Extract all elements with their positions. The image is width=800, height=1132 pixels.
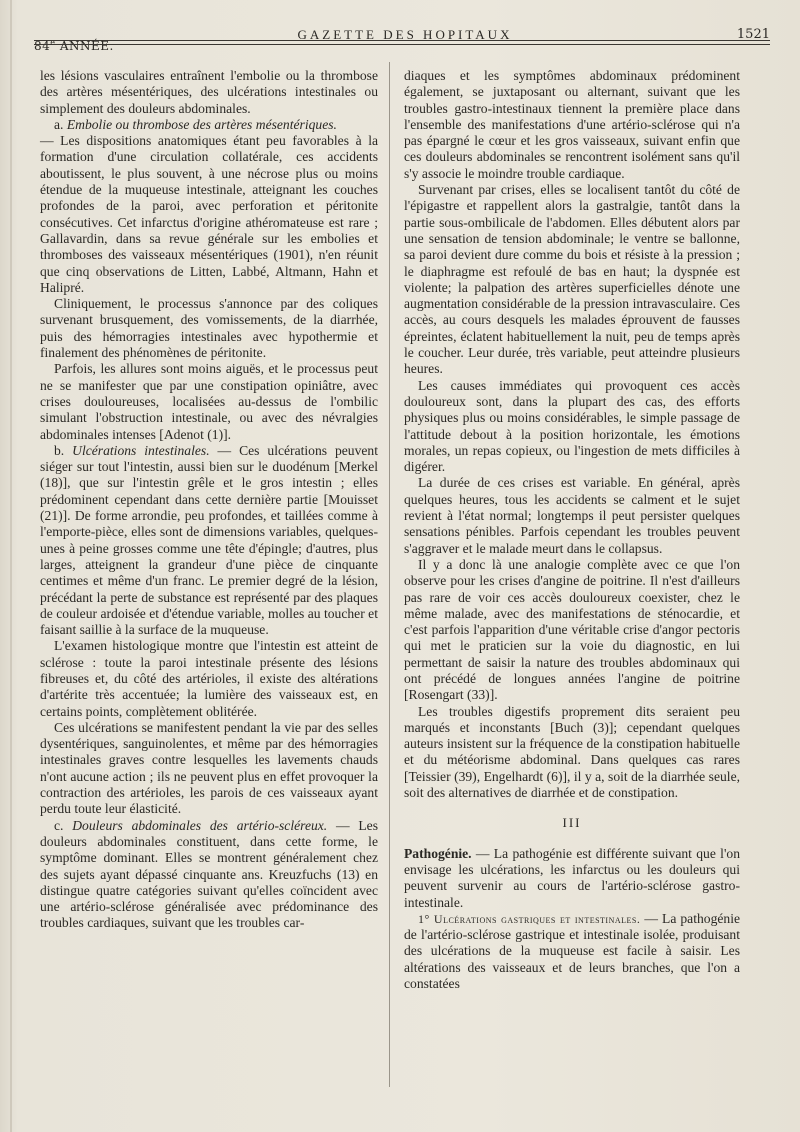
paragraph-pathogenie xyxy=(404,846,740,911)
column-divider xyxy=(389,62,390,1087)
section-body: — La pathogénie de l'artério-sclérose gastrique et intestinale isolée, produisant des ulcérations de la muqueuse est facile à saisir. Les altérations des vaisseaux et de leurs branches, que l'on a constatées xyxy=(404,910,741,992)
paragraph-embolie xyxy=(40,117,378,133)
paragraph: Parfois, les allures sont moins aiguës, et le processus peut ne se manifester que par une constipation opiniâtre, avec crises douloureuses, localisées au-dessus de l'ombilic simulant l'obstruction intestinale, ou avec des névralgies abdominales intenses [Adenot (1)]. xyxy=(40,361,378,442)
paragraph: diaques et les symptômes abdominaux prédominent également, se juxtaposant ou alternant, suivant que les troubles gastro-intestinaux tiennent la première place dans l'ensemble des manifestations d'une artério-sclérose qui n'a pas épargné le cœur et les gros vaisseaux, suivant enfin que ces douleurs abdominales se rencontrent isolément sans qu'il s'y associe le moindre trouble cardiaque. xyxy=(404,68,740,181)
paragraph-ulcerations-gastriques xyxy=(404,911,740,992)
section-heading: III xyxy=(562,815,582,831)
paragraph: Il y a donc là une analogie complète avec ce que l'on observe pour les crises d'angine de poitrine. Il n'est d'ailleurs pas rare de voir ces accès douloureux coexister, chez le même malade, avec des manifestations de sténocardie, et c'est parfois l'apparition d'une véritable crise d'angor pectoris qui met le praticien sur la voie du diagnostic, en lui permettant de saisir la nature des troubles abdominaux qui ont précédé de longues années l'angine de poitrine [Rosengart (33)]. xyxy=(404,556,740,703)
section-title: Douleurs abdominales des artério-scléreux. xyxy=(72,817,328,833)
paragraph: La durée de ces crises est variable. En général, après quelques heures, tous les accidents se calment et le sujet revient à l'état normal; longtemps il peut persister quelques sensations pénibles. Parfois cependant les troubles peuvent s'aggraver et le malade meurt dans le collapsus. xyxy=(404,475,740,556)
year-number: 84 xyxy=(34,39,51,53)
left-column xyxy=(40,68,378,932)
paragraph: Les causes immédiates qui provoquent ces accès douloureux sont, dans la plupart des cas, des efforts physiques plus ou moins considérables, le simple passage de l'attitude debout à la position horizontale, les émotions morales, un repas copieux, ou l'ingestion de mets difficiles à digérer. xyxy=(404,377,740,475)
paragraph: — Les dispositions anatomiques étant peu favorables à la formation d'une circulation collatérale, ces accidents aboutissent, le plus souvent, à une nécrose plus ou moins étendue de la muqueuse intestinale, atteignant les couches profondes de la paroi, avec perforation et péritonite consécutives. Cet infarctus d'origine athéromateuse est rare ; Gallavardin, dans sa revue générale sur les embolies et thromboses des vaisseaux mésentériques (1901), n'en réunit que cinq observations de Litten, Labbé, Altmann, Hahn et Halipré. xyxy=(40,133,378,295)
section-title: 1° Ulcérations gastriques et intestinales. xyxy=(418,911,641,926)
section-label: b. xyxy=(54,442,73,458)
journal-title: GAZETTE DES HOPITAUX xyxy=(297,27,513,42)
right-column xyxy=(404,68,740,992)
page-number: 1521 xyxy=(736,27,770,42)
paragraph: Les troubles digestifs proprement dits seraient peu marqués et inconstants [Buch (3)]; cependant quelques auteurs insistent sur la fréquence de la constipation habituelle et du météorisme abdominal. Dans quelques cas rares [Teissier (39), Engelhardt (6)], il y a, soit de la diarrhée seule, soit des alternatives de diarrhée et de constipation. xyxy=(404,703,740,801)
year-word: ANNÉE. xyxy=(55,39,114,53)
paragraph: les lésions vasculaires entraînent l'embolie ou la thrombose des artères mésentériques, des ulcérations intestinales ou simplement des douleurs abdominales. xyxy=(40,68,378,116)
section-label: a. xyxy=(54,116,67,132)
paragraph: Ces ulcérations se manifestent pendant la vie par des selles dysentériques, sanguinolentes, et même par des hémorragies intestinales graves contre lesquelles les lavements chauds n'ont aucune action ; ils ne peuvent plus en effet provoquer la contraction des artérioles, les parois de ces vaisseaux ayant perdu toute leur élasticité. xyxy=(40,719,378,817)
year-suffix: e xyxy=(50,38,56,47)
section-title: Ulcérations intestinales. xyxy=(72,442,210,458)
header-rule-thick xyxy=(34,40,770,41)
section-body: — La pathogénie est différente suivant que l'on envisage les ulcérations, les infarctus ou les douleurs qui peuvent survenir au cours de l'artério-sclérose gastro-intestinale. xyxy=(404,845,740,910)
paragraph-ulcerations xyxy=(40,443,378,639)
page-header xyxy=(28,20,782,53)
margin-shadow xyxy=(10,0,12,1132)
section-body: — Ces ulcérations peuvent siéger sur tout l'intestin, aussi bien sur le duodénum [Merkel (18)], que sur l'intestin grêle et le gros intestin ; elles prédominent cependant dans cette dernière partie [Mouisset (21)]. De forme arrondie, peu profondes, et taillées comme à l'emporte-pièce, elles sont de dimensions variables, quelques-unes à peine grosses comme une tête d'épingle; d'autres, plus larges, atteignent la grandeur d'une pièce de cinquante centimes et même d'un franc. Le premier degré de la lésion, précédant la perte de substance est représenté par des plaques de couleur ardoisée et d'étendue variable, molles au toucher et faisant saillie à la surface de la muqueuse. xyxy=(40,442,379,638)
header-rule-thin xyxy=(34,44,770,45)
section-title: Pathogénie. xyxy=(404,845,472,861)
section-body: — Les douleurs abdominales constituent, dans cette forme, le symptôme dominant. Elles se montrent généralement chez des sujets ayant dépassé cinquante ans. Kreuzfuchs (13) en distingue quatre catégories suivant qu'elles coïncident avec une artério-sclérose généralisée avec prédominance des troubles cardiaques, suivant que les troubles car- xyxy=(40,817,378,931)
paragraph: L'examen histologique montre que l'intestin est atteint de sclérose : toute la paroi intestinale présente des lésions fibreuses et, du côté des artérioles, il existe des altérations d'artérite très accentuée; la lumière des vaisseaux est, en certains points, complètement oblitérée. xyxy=(40,638,378,719)
paragraph-douleurs xyxy=(40,818,378,932)
paragraph: Survenant par crises, elles se localisent tantôt du côté de l'épigastre et rappellent alors la gastralgie, tantôt dans la partie sous-ombilicale de l'abdomen. Elles débutent alors par une sensation de tension abdominale; le ventre se ballonne, sa paroi devient dure comme du bois et résiste à la pression ; le diaphragme est refoulé de bas en haut; la dyspnée est violente; la palpation des artères superficielles dénote une augmentation considérable de la pression intravasculaire. Ces accès, au cours desquels les malades éprouvent de fausses épreintes, éclatent habituellement la nuit, peu de temps après le coucher. Leur durée, très variable, peut atteindre plusieurs heures. xyxy=(404,182,740,377)
section-label: c. xyxy=(54,817,73,833)
paragraph: Cliniquement, le processus s'annonce par des coliques survenant brusquement, des vomissements, de la diarrhée, puis des hémorragies intestinales avec hypothermie et finalement des phénomènes de péritonite. xyxy=(40,296,378,361)
section-title: Embolie ou thrombose des artères mésentériques. xyxy=(66,116,337,132)
